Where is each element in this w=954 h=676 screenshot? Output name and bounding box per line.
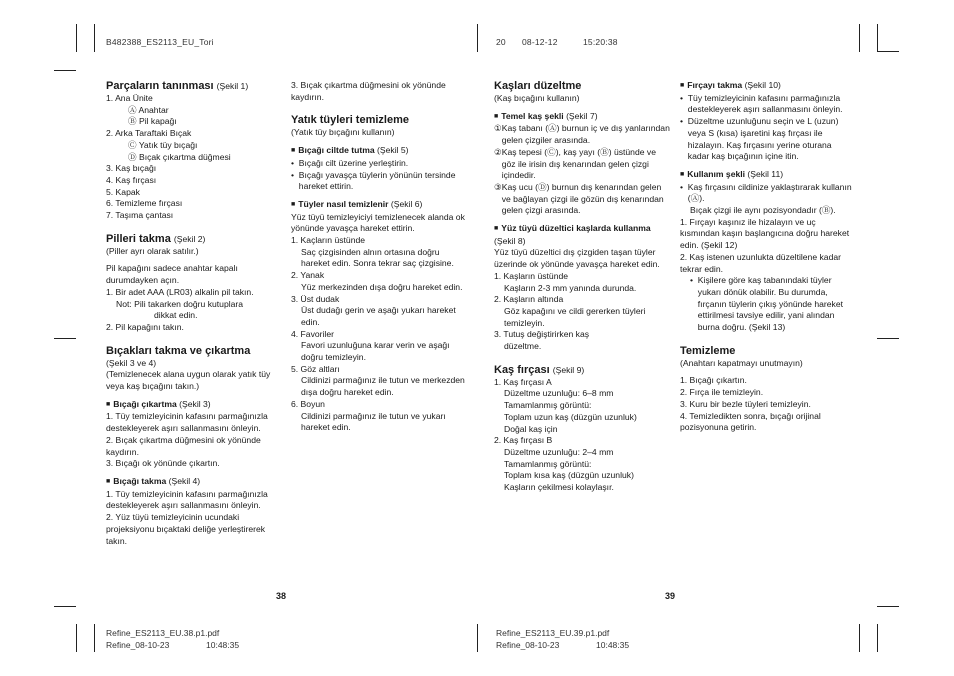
attach-item: 2. Yüz tüyü temizleyicinin ucundaki projeksiyonu bıçaktaki deliğe yerleştirerek takın. (106, 512, 266, 546)
usage-bullet-line: Bıçak çizgi ile aynı pozisyondadır (Ⓑ). (690, 205, 836, 216)
brush-attach-title: Fırçayı takma (687, 80, 743, 90)
skin-item: • Bıçağı yavaşça tüylerin yönünün tersinde hareket ettirin. (291, 170, 467, 193)
battery-heading (106, 233, 282, 246)
how-item-text: Cildinizi parmağınız ile tutun ve yukarı hareket edin. (301, 410, 446, 433)
basic-item (494, 123, 670, 146)
remove-item: 2. Bıçak çıkartma düğmesini ok yönünde kaydırın. (106, 434, 261, 457)
face-heading (494, 223, 670, 247)
brush-item-line: Düzeltme uzunluğu: 2–4 mm (504, 446, 614, 457)
brush-title: Kaş fırçası (494, 363, 550, 376)
face-item-title: 2. Kaşların altında (494, 294, 564, 305)
header-date: 08-12-12 (522, 37, 558, 47)
face-text: Yüz tüyü düzeltici dış çizgiden taşan tüyler üzerinde ok yönünde yavaşça hareket edin. (494, 247, 660, 270)
skin-item: • Bıçağı cilt üzerine yerleştirin. (291, 158, 467, 170)
footer-right-time: 10:48:35 (596, 640, 630, 650)
parts-item: 7. Taşıma çantası (106, 210, 174, 221)
skin-ref: (Şekil 5) (377, 145, 409, 156)
skin-title: Bıçağı ciltde tutma (298, 145, 375, 156)
basic-item-text: Kaş tepesi (Ⓒ), kaş yayı (Ⓑ) üstünde ve göz ile irisin dış kenarından gelen çizgi içindedir. (501, 146, 656, 181)
skin-item-text: Bıçağı yavaşça tüylerin yönünün tersinde hareket ettirin. (298, 169, 456, 192)
clean-note: (Anahtarı kapatmayı unutmayın) (680, 357, 803, 368)
battery-step: 2. Pil kapağını takın. (106, 321, 184, 332)
parts-ref: (Şekil 1) (216, 81, 249, 91)
footer-right-date: Refine_08-10-23 (496, 640, 560, 650)
remove-item: 1. Tüy temizleyicinin kafasını parmağınızla destekleyerek aşırı sallanmasını önleyin. (106, 411, 268, 434)
battery-title: Pilleri takma (106, 232, 171, 245)
column-3 (494, 80, 670, 494)
usage-step: 1. Fırçayı kaşınız ile hizalayın ve uç kısmından kaşın başlangıcına doğru hareket edin. (Şekil 12) (680, 216, 850, 251)
brush-item-line: Tamamlanmış görüntü: (504, 400, 592, 411)
brush-item-line: Düzeltme uzunluğu: 6–8 mm (504, 388, 614, 399)
brush-item-title: 1. Kaş fırçası A (494, 376, 552, 387)
brush-ref: (Şekil 9) (552, 364, 585, 375)
how-item-text: Saç çizgisinden alnın ortasına doğru hareket edin. Sonra tekrar saç çizgisine. (301, 246, 454, 269)
basic-item-text: Kaş ucu (Ⓓ) burnun dış kenarından gelen ve bağlayan çizgi ile gözün dış kenarından gelen çizgi arasında. (501, 181, 664, 216)
brush-attach-text: Düzeltme uzunluğunu seçin ve L (uzun) veya S (kısa) işaretini kaş fırçası ile hizalayın. Kaş fırçasını yerine oturana kadar kaş bıçağının içine itin. (687, 116, 839, 162)
face-item-text: düzeltme. (504, 341, 542, 352)
parts-item: 3. Kaş bıçağı (106, 163, 157, 174)
brush-attach-text: Tüy temizleyicinin kafasını parmağınızla destekleyerek aşırı sallanmasını önleyin. (687, 92, 843, 115)
footer-left-file: Refine_ES2113_EU.38.p1.pdf (106, 628, 220, 638)
how-heading (291, 199, 467, 212)
remove-item: 3. Bıçağı ok yönünde çıkartın. (106, 458, 220, 469)
crop-mark (76, 24, 77, 52)
remove-ref: (Şekil 3) (179, 398, 211, 409)
clean-item: 2. Fırça ile temizleyin. (680, 387, 764, 398)
header-time: 15:20:38 (583, 37, 618, 47)
basic-title: Temel kaş şekli (501, 110, 564, 121)
basic-item-text: Kaş tabanı (Ⓐ) burnun iç ve dış yanlarından gelen çizgiler arasında. (501, 123, 670, 146)
remove-heading (106, 399, 282, 412)
basic-item (494, 147, 670, 182)
how-item-title: 5. Göz altları (291, 363, 340, 374)
skin-heading (291, 145, 467, 158)
brush-heading (494, 364, 670, 377)
attach-title: Bıçağı takma (113, 475, 167, 486)
battery-note-line: dikkat edin. (154, 310, 198, 321)
trim-note: (Yatık tüy bıçağını kullanın) (291, 127, 395, 138)
battery-text: Pil kapağını sadece anahtar kapalı durumdayken açın. (106, 263, 238, 286)
crop-mark (477, 624, 478, 652)
parts-item: 5. Kapak (106, 186, 140, 197)
crop-mark (877, 606, 899, 607)
usage-title: Kullanım şekli (687, 168, 746, 179)
crop-mark (877, 338, 899, 339)
usage-bullet: • Kaş fırçasını cildinize yaklaştırarak kullanın (Ⓐ). (680, 181, 852, 204)
usage-sub: • Kişilere göre kaş tabanındaki tüyler yukarı dönük olabilir. Bu durumda, fırçanın tüylerin çıkış yönünde hareket ettirilmesi tavsiye edilir, yani alından burna doğru. (Şekil 13) (680, 275, 852, 334)
parts-heading (106, 80, 282, 93)
crop-mark (54, 606, 76, 607)
page-number-right: 39 (665, 591, 676, 601)
basic-heading (494, 111, 670, 124)
face-ref: (Şekil 8) (494, 235, 526, 246)
clean-heading: Temizleme (680, 344, 736, 357)
crop-mark (94, 624, 95, 652)
trim-heading: Yatık tüyleri temizleme (291, 114, 409, 127)
brush-item-line: Kaşların çekilmesi kolaylaşır. (504, 482, 614, 493)
how-ref: (Şekil 6) (390, 198, 423, 209)
brush-item-line: Doğal kaş için (504, 423, 558, 434)
crop-mark (54, 338, 76, 339)
battery-note: (Piller ayrı olarak satılır.) (106, 245, 199, 256)
how-title: Tüyler nasıl temizlenir (298, 198, 389, 209)
how-item-text: Cildinizi parmağınız ile tutun ve merkezden dışa doğru hareket edin. (301, 375, 465, 398)
crop-mark (54, 70, 76, 71)
brush-item-line: Toplam uzun kaş (düzgün uzunluk) (504, 411, 637, 422)
basic-ref: (Şekil 7) (566, 110, 598, 121)
crop-mark (859, 624, 860, 652)
skin-item-text: Bıçağı cilt üzerine yerleştirin. (298, 157, 409, 168)
clean-item: 4. Temizledikten sonra, bıçağı orijinal pozisyonuna getirin. (680, 410, 821, 433)
header-filename: B482388_ES2113_EU_Tori (106, 37, 214, 47)
how-item-text: Yüz merkezinden dışa doğru hareket edin. (301, 281, 463, 292)
brush-attach-ref: (Şekil 10) (744, 80, 781, 90)
blade-note: (Temizlenecek alana uygun olarak yatık tüy veya kaş bıçağını takın.) (106, 369, 271, 392)
how-item-text: Favori uzunluğuna karar verin ve aşağı doğru temizleyin. (301, 340, 450, 363)
parts-item: 6. Temizleme fırçası (106, 198, 183, 209)
how-item-title: 3. Üst dudak (291, 293, 340, 304)
brush-attach-item: • Düzeltme uzunluğunu seçin ve L (uzun) veya S (kısa) işaretini kaş fırçası ile hizalayın. Kaş fırçasını yerine oturana kadar kaş bıçağının içine itin. (680, 116, 852, 163)
footer-left-date: Refine_08-10-23 (106, 640, 170, 650)
brush-item-title: 2. Kaş fırçası B (494, 435, 553, 446)
face-item-title: 1. Kaşların üstünde (494, 270, 569, 281)
attach-heading (106, 476, 282, 489)
parts-item: 4. Kaş fırçası (106, 174, 157, 185)
crop-mark (859, 24, 860, 52)
parts-item: Ⓓ Bıçak çıkartma düğmesi (128, 151, 231, 162)
how-item-title: 1. Kaçların üstünde (291, 235, 366, 246)
how-item-title: 4. Favoriler (291, 328, 334, 339)
brush-attach-heading (680, 80, 852, 93)
usage-heading (680, 169, 852, 182)
clean-item: 1. Bıçağı çıkartın. (680, 375, 747, 386)
brow-note: (Kaş bıçağını kullanın) (494, 93, 580, 103)
parts-item: 1. Ana Ünite (106, 93, 153, 103)
blade-ref: (Şekil 3 ve 4) (106, 357, 157, 368)
crop-mark (76, 624, 77, 652)
brush-item-line: Toplam kısa kaş (düzgün uzunluk) (504, 470, 634, 481)
column-4 (680, 80, 852, 434)
blade-heading: Bıçakları takma ve çıkartma (106, 344, 251, 357)
parts-item: 2. Arka Taraftaki Bıçak (106, 128, 192, 139)
face-title: Yüz tüyü düzeltici kaşlarda kullanma (501, 223, 651, 234)
brush-item-line: Tamamlanmış görüntü: (504, 458, 592, 469)
brush-attach-item: • Tüy temizleyicinin kafasını parmağınızla destekleyerek aşırı sallanmasını önleyin. (680, 93, 852, 116)
usage-sub-text: Kişilere göre kaş tabanındaki tüyler yukarı dönük olabilir. Bu durumda, fırçanın tüylerin çıkış yönünde hareket ettirilmesi tavsiye edilir, yani alından burna doğru. (Şekil 13) (697, 275, 844, 333)
how-item-title: 6. Boyun (291, 398, 325, 409)
basic-item-marker: ② (494, 146, 502, 157)
usage-ref: (Şekil 11) (747, 168, 784, 179)
top-item: 3. Bıçak çıkartma düğmesini ok yönünde kaydırın. (291, 80, 446, 102)
crop-mark (477, 24, 478, 52)
battery-step: 1. Bir adet AAA (LR03) alkalin pil takın. (106, 286, 254, 297)
face-item-text: Kaşların 2-3 mm yanında durunda. (504, 282, 637, 293)
usage-step: 2. Kaş istenen uzunlukta düzeltilene kadar tekrar edin. (680, 251, 841, 274)
crop-mark (94, 24, 95, 52)
face-item-text: Göz kapağını ve cildi gererken tüyleri temizleyin. (504, 305, 646, 328)
parts-item: Ⓐ Anahtar (128, 104, 169, 115)
footer-right-file: Refine_ES2113_EU.39.p1.pdf (496, 628, 610, 638)
battery-note-line: Not: Pili takarken doğru kutuplara (116, 298, 244, 309)
clean-item: 3. Kuru bir bezle tüyleri temizleyin. (680, 398, 811, 409)
parts-item: Ⓒ Yatık tüy bıçağı (128, 139, 198, 150)
parts-title: Parçaların tanınması (106, 80, 214, 92)
crop-mark (877, 624, 878, 652)
basic-item-marker: ① (494, 123, 502, 134)
attach-ref: (Şekil 4) (168, 475, 201, 486)
how-item-title: 2. Yanak (291, 270, 325, 281)
crop-mark (877, 51, 899, 52)
how-item-text: Üst dudağı gerin ve aşağı yukarı hareket edin. (301, 305, 456, 327)
battery-ref: (Şekil 2) (173, 233, 206, 244)
face-item-title: 3. Tutuş değiştirirken kaş (494, 329, 590, 340)
crop-mark (877, 24, 878, 52)
attach-item: 1. Tüy temizleyicinin kafasını parmağınızla destekleyerek aşırı sallanmasını önleyin. (106, 488, 268, 511)
basic-item (494, 182, 670, 217)
column-1 (106, 80, 282, 547)
page-number-left: 38 (276, 591, 287, 601)
header-date-prefix: 20 (496, 37, 506, 47)
brow-heading: Kaşları düzeltme (494, 80, 582, 92)
basic-item-marker: ③ (494, 181, 502, 192)
column-2 (291, 80, 467, 434)
usage-bullet-text: Kaş fırçasını cildinize yaklaştırarak kullanın (Ⓐ). (687, 181, 852, 204)
how-text: Yüz tüyü temizleyiciyi temizlenecek alanda ok yönünde yavaşça hareket ettirin. (291, 211, 465, 234)
parts-item: Ⓑ Pil kapağı (128, 116, 177, 127)
remove-title: Bıçağı çıkartma (113, 398, 177, 409)
footer-left-time: 10:48:35 (206, 640, 240, 650)
